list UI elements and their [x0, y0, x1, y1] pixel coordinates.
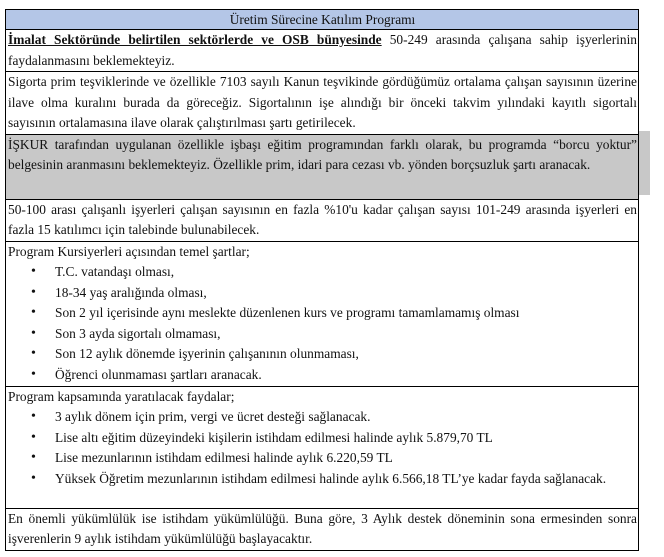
- list-item: • Son 2 yıl içerisinde aynı meslekte düzenlenen kurs ve programı tamamlamamış olması: [55, 303, 637, 324]
- list-item: • Son 3 ayda sigortalı olmaması,: [55, 324, 637, 345]
- list-item: • 18-34 yaş aralığında olması,: [55, 283, 637, 304]
- employment-obligation-cell: En önemli yükümlülük ise istihdam yükümlülüğü. Buna göre, 3 Aylık destek döneminin sona ermesinden sonra işverenlerin 9 aylık istihdam yükümlülüğü başlayacaktır.: [6, 508, 639, 550]
- table-row: [6, 30, 639, 72]
- program-benefits-list: [8, 407, 637, 489]
- table-row: [6, 241, 639, 386]
- trainee-requirements-cell: [6, 241, 639, 386]
- table-row-highlighted: [6, 134, 639, 199]
- eligibility-cell: [6, 30, 639, 72]
- participant-quota-cell: 50-100 arası çalışanlı işyerleri çalışan sayısının en fazla %10'u kadar çalışan sayısı 101-249 arasında işyerleri en fazla 15 katılımcı için talebinde bulunabilecek.: [6, 199, 639, 241]
- list-item: • Lise altı eğitim düzeyindeki kişilerin istihdam edilmesi halinde aylık 5.879,70 TL: [55, 428, 637, 449]
- table-row: [6, 199, 639, 241]
- table-row: [6, 386, 639, 508]
- list-item: • Son 12 aylık dönemde işyerinin çalışanının olunmaması,: [55, 344, 637, 365]
- list-item: • Lise mezunlarının istihdam edilmesi halinde aylık 6.220,59 TL: [55, 448, 637, 469]
- program-benefits-cell: [6, 386, 639, 508]
- eligibility-text: 50-249 arasında çalışana sahip işyerlerinin faydalanmasını beklemekteyiz.: [8, 32, 637, 68]
- trainee-requirements-list: [8, 262, 637, 385]
- trainee-requirements-intro: Program Kursiyerleri açısından temel şartlar;: [8, 243, 250, 259]
- program-table: [5, 9, 639, 551]
- list-item: • Yüksek Öğretim mezunlarının istihdam edilmesi halinde aylık 6.566,18 TL’ye kadar fayda sağlanacak.: [55, 469, 637, 490]
- table-row: [6, 508, 639, 550]
- list-item: • 3 aylık dönem için prim, vergi ve ücret desteği sağlanacak.: [55, 407, 637, 428]
- sector-emphasis: İmalat Sektöründe belirtilen sektörlerde ve OSB bünyesinde: [8, 32, 382, 47]
- debt-free-requirement-cell: İŞKUR tarafından uygulanan özellikle işbaşı eğitim programından farklı olarak, bu programda “borcu yoktur” belgesinin aranmasını beklemekteyiz. Özellikle prim, idari para cezası vb. yönden borçsuzluk şartı aranacak.: [6, 134, 639, 199]
- table-row: [6, 72, 639, 135]
- program-benefits-intro: Program kapsamında yaratılacak faydalar;: [8, 388, 235, 404]
- list-item: • Öğrenci olunmaması şartları aranacak.: [55, 365, 637, 386]
- employee-count-rule-cell: Sigorta prim teşviklerinde ve özellikle 7103 sayılı Kanun teşvikinde gördüğümüz ortalama çalışan sayısının üzerine ilave olma kuralını burada da göreceğiz. Sigortalının işe alındığı bir önceki takvim yılındaki kayıtlı sigortalı sayısının ortalamasına ilave olarak çalıştırılması şartı getirilecek.: [6, 72, 639, 135]
- list-item: • T.C. vatandaşı olması,: [55, 262, 637, 283]
- header-row: [6, 10, 639, 30]
- highlight-overflow: [639, 131, 650, 195]
- table-title: Üretim Sürecine Katılım Programı: [6, 10, 639, 30]
